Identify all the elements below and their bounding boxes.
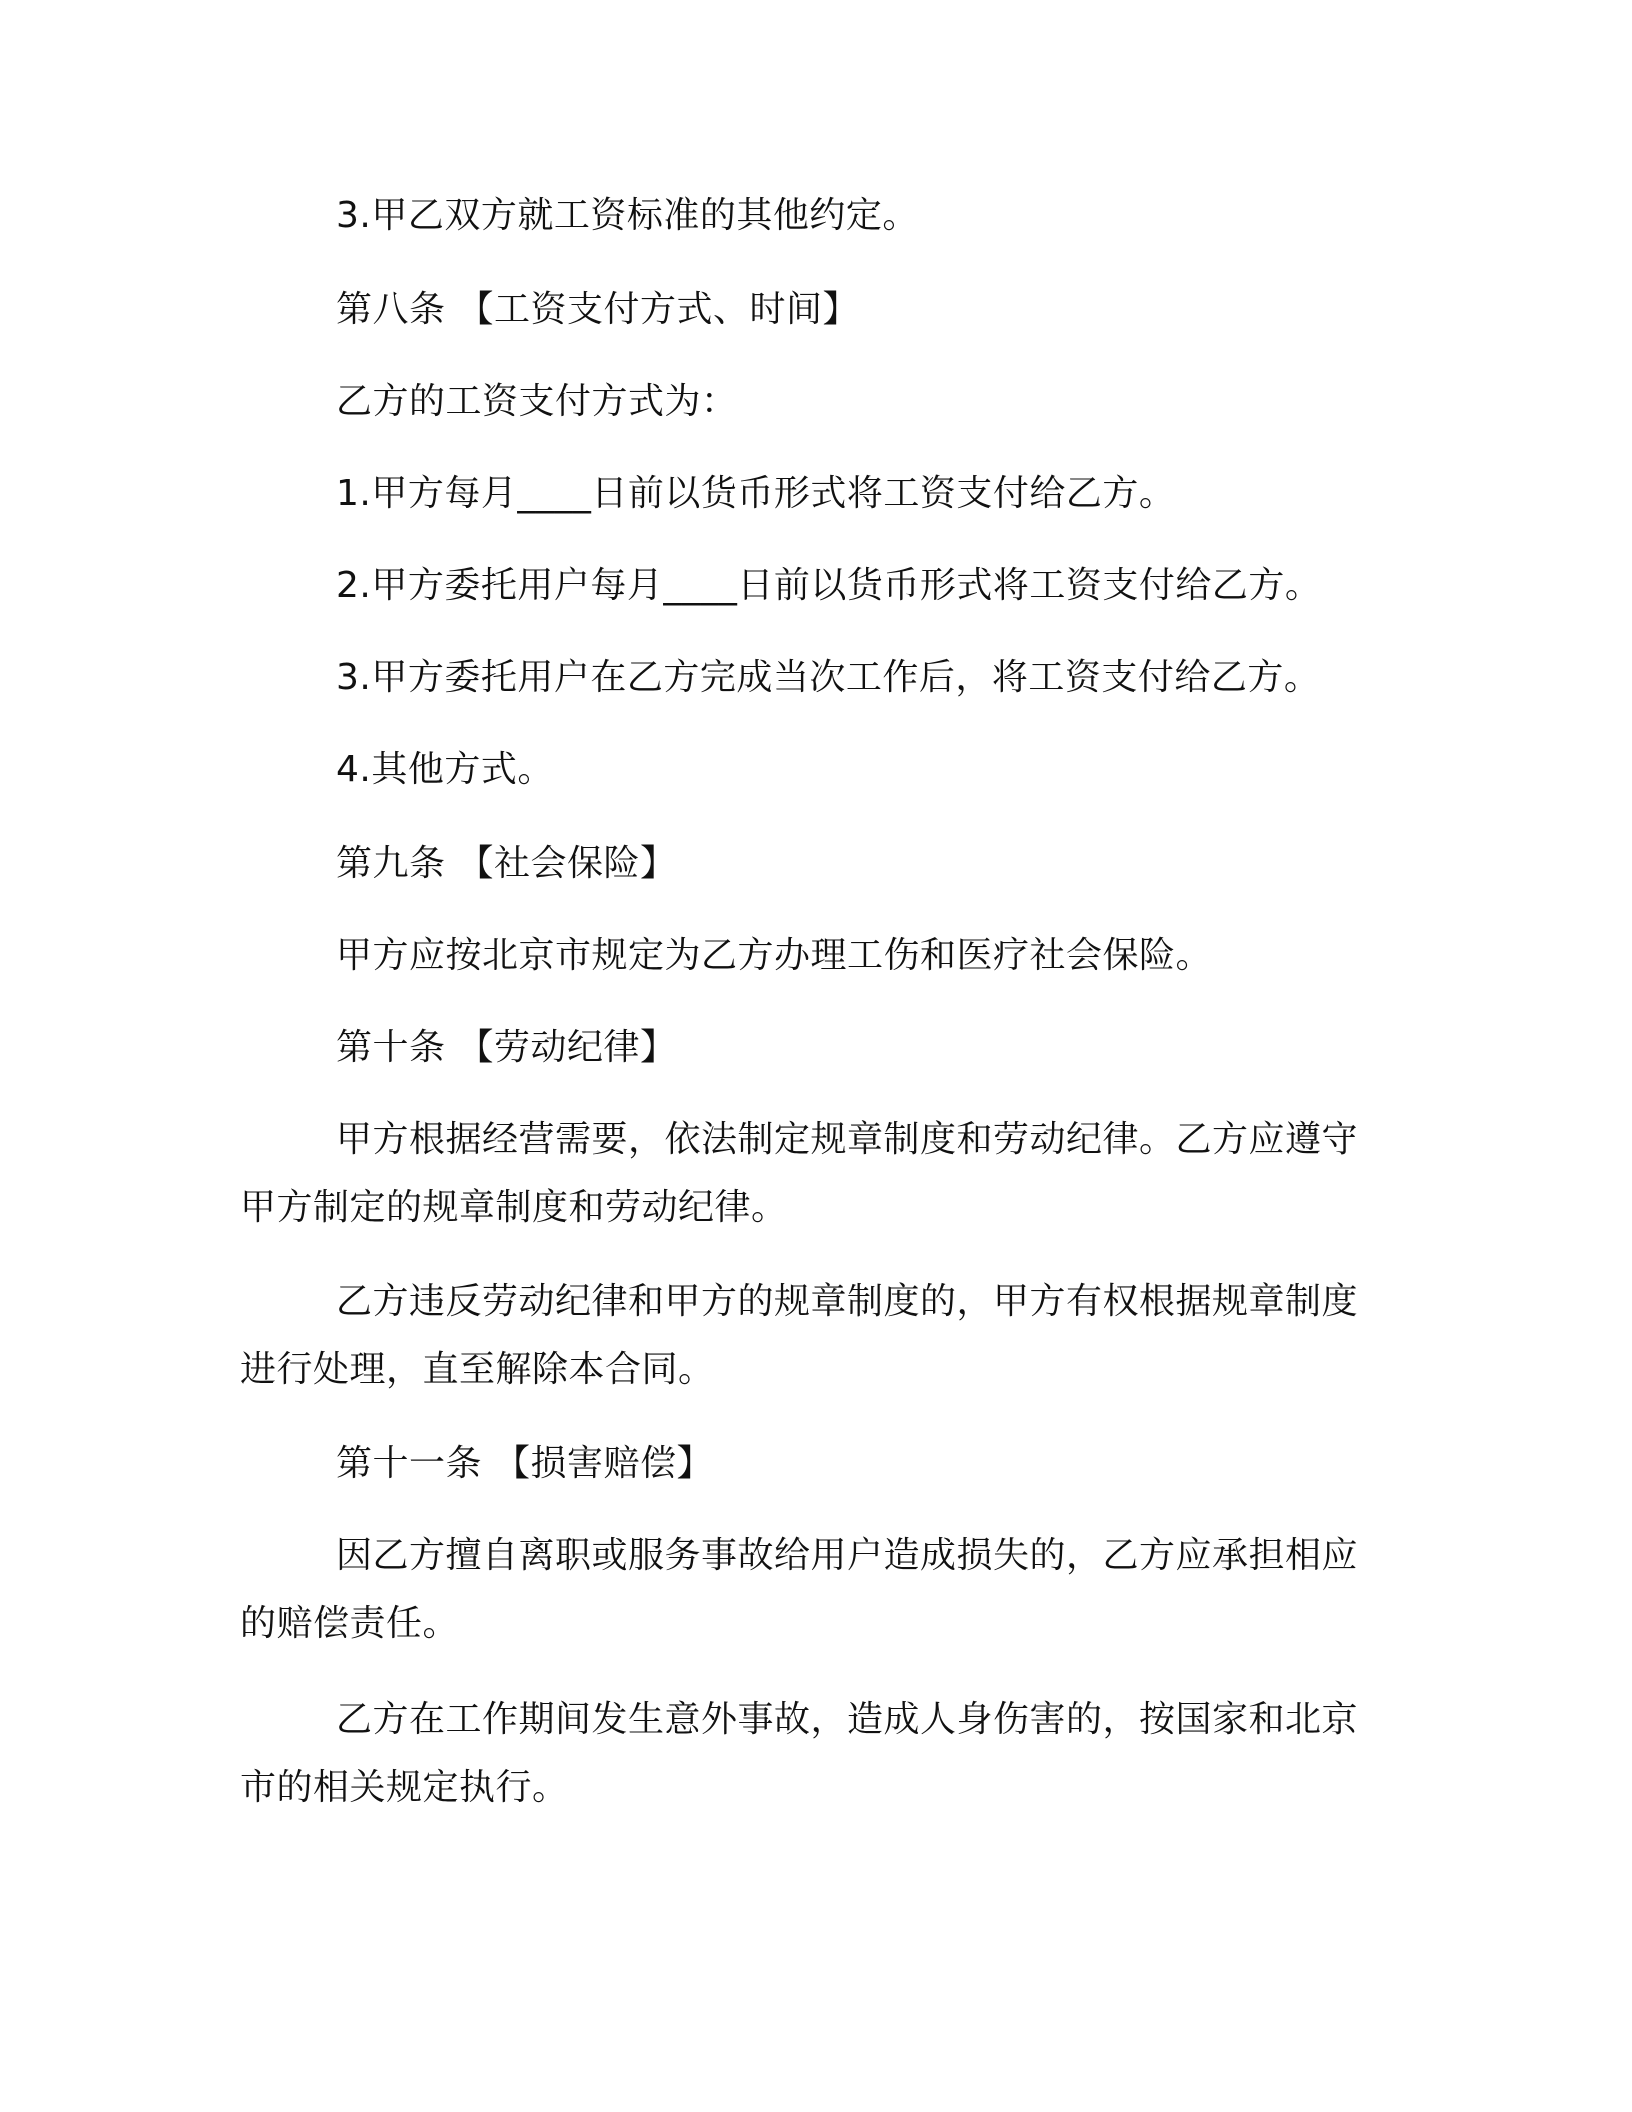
payment-method-intro: 乙方的工资支付方式为：: [336, 381, 738, 422]
social-insurance-text: 甲方应按北京市规定为乙方办理工伤和医疗社会保险。: [336, 935, 1213, 976]
damage-compensation-paragraph: [240, 1522, 1376, 1658]
paragraph-line: 甲方根据经营需要，依法制定规章制度和劳动纪律。乙方应遵守: [336, 1119, 1359, 1160]
discipline-violation-paragraph: [240, 1268, 1376, 1404]
article-9-heading: 第九条 【社会保险】: [336, 843, 677, 884]
paragraph-line: 市的相关规定执行。: [240, 1767, 569, 1808]
payment-item-2: 2.甲方委托用户每月____日前以货币形式将工资支付给乙方。: [336, 565, 1322, 606]
paragraph-line: 乙方违反劳动纪律和甲方的规章制度的，甲方有权根据规章制度: [336, 1281, 1359, 1322]
labor-discipline-paragraph: [240, 1106, 1376, 1242]
paragraph-line: 进行处理，直至解除本合同。: [240, 1349, 715, 1390]
article-11-heading: 第十一条 【损害赔偿】: [336, 1443, 713, 1484]
paragraph-line: 因乙方擅自离职或服务事故给用户造成损失的，乙方应承担相应: [336, 1535, 1359, 1576]
payment-item-1: 1.甲方每月____日前以货币形式将工资支付给乙方。: [336, 473, 1176, 514]
payment-item-4: 4.其他方式。: [336, 749, 554, 790]
accident-injury-paragraph: [240, 1686, 1376, 1822]
clause-7-item-3: 3.甲乙双方就工资标准的其他约定。: [336, 195, 919, 236]
article-8-heading: 第八条 【工资支付方式、时间】: [336, 289, 859, 330]
payment-item-3: 3.甲方委托用户在乙方完成当次工作后，将工资支付给乙方。: [336, 657, 1321, 698]
paragraph-line: 的赔偿责任。: [240, 1603, 460, 1644]
article-10-heading: 第十条 【劳动纪律】: [336, 1027, 677, 1068]
paragraph-line: 乙方在工作期间发生意外事故，造成人身伤害的，按国家和北京: [336, 1699, 1359, 1740]
paragraph-line: 甲方制定的规章制度和劳动纪律。: [240, 1187, 788, 1228]
